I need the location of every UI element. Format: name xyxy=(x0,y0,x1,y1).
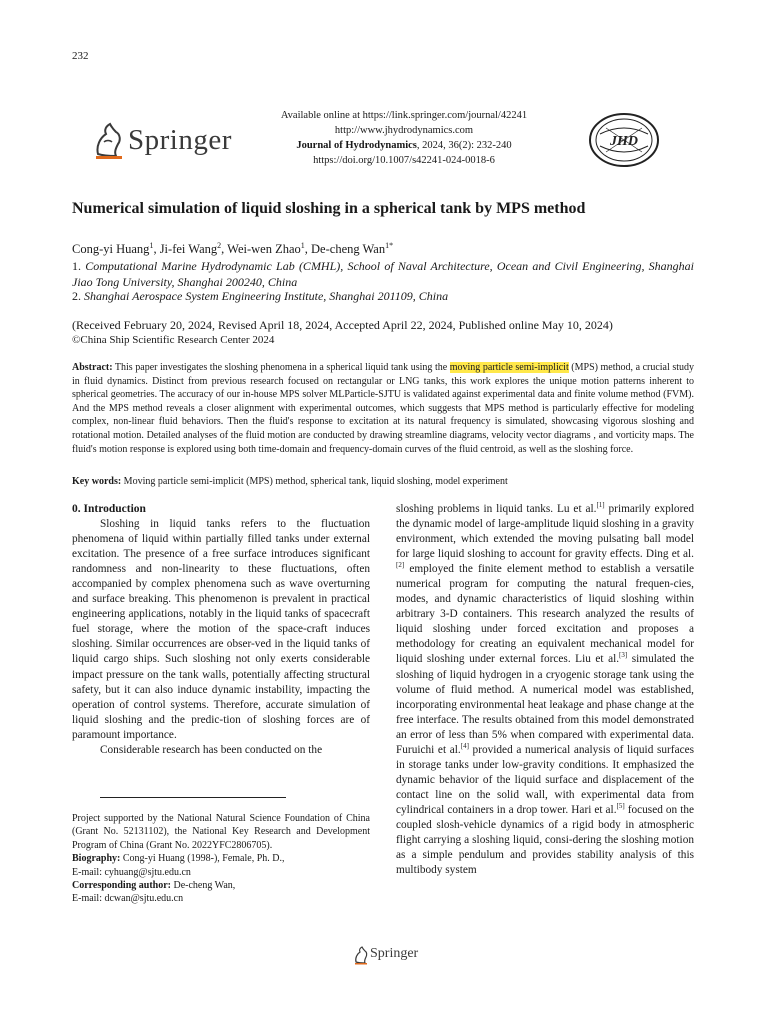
body-text: sloshing problems in liquid tanks. Lu et al. xyxy=(396,503,597,515)
intro-paragraph-2: Considerable research has been conducted on the xyxy=(100,743,323,756)
funding-note: Project supported by the National Natural Science Foundation of China (Grant No. 52131102), the National Key Research and Development Program of China (Grant No. 2022YFC2806705). xyxy=(72,813,370,851)
author-affil-sup: 1 xyxy=(300,241,305,250)
abstract-label: Abstract: xyxy=(72,362,113,373)
available-online[interactable]: Available online at https://link.springer.com/journal/42241 xyxy=(280,110,528,121)
author-name: Wei-wen Zhao xyxy=(227,242,301,257)
journal-url[interactable]: http://www.jhydrodynamics.com xyxy=(334,125,474,136)
corresponding-email[interactable]: E-mail: dcwan@sjtu.edu.cn xyxy=(72,893,184,905)
copyright: ©China Ship Scientific Research Center 2024 xyxy=(72,334,275,346)
intro-paragraph-continued xyxy=(396,502,694,878)
footnote-rule xyxy=(100,797,286,798)
biography-text: Cong-yi Huang (1998-), Female, Ph. D., xyxy=(120,853,285,865)
body-text: provided a numerical analysis of liquid surfaces in storage tanks under low-gravity conditions. It emphasized the dynamic behavior of the liquid surface and displacement of the contact line on the solid wall, with experimental data from cylindrical containers in a drop tower. Hari et al. xyxy=(396,743,695,816)
footer-publisher: Springer xyxy=(370,946,419,961)
keywords-label: Key words: xyxy=(72,476,122,487)
body-text: focused on the coupled slosh-vehicle dynamics of a rigid body in atmospheric flight carrying a sloshing liquid, consi-dering the sloshing motion as a simple pendulum and provides stability analysis of this multibody system xyxy=(396,803,694,877)
biography-email[interactable]: E-mail: cyhuang@sjtu.edu.cn xyxy=(72,866,191,878)
abstract xyxy=(72,361,694,456)
citation-ref[interactable]: [3] xyxy=(619,651,628,660)
corresponding-author xyxy=(72,879,370,892)
keywords-text: Moving particle semi-implicit (MPS) method, spherical tank, liquid sloshing, model experiment xyxy=(123,476,508,487)
journal-citation xyxy=(272,138,536,153)
affiliation-text: Computational Marine Hydrodynamic Lab (CMHL), School of Naval Architecture, Ocean and Civil Engineering, Shanghai Jiao Tong University, Shanghai 200240, China xyxy=(72,259,694,289)
author-name: De-cheng Wan xyxy=(311,242,386,257)
footnote xyxy=(72,812,370,906)
doi-link[interactable]: https://doi.org/10.1007/s42241-024-0018-6 xyxy=(313,155,495,166)
citation-ref[interactable]: [5] xyxy=(616,802,625,811)
author-name: Cong-yi Huang xyxy=(72,242,150,257)
journal-name: Journal of Hydrodynamics xyxy=(296,140,417,151)
biography-label: Biography: xyxy=(72,853,121,865)
corresponding-text: De-cheng Wan, xyxy=(171,880,236,892)
corresponding-label: Corresponding author: xyxy=(72,880,171,892)
author-affil-sup: 1 xyxy=(149,241,154,250)
abstract-text-after: (MPS) method, a crucial study in fluid dynamics. Distinct from previous research focused on rectangular or LNG tanks, this work explores the unique motion patterns inherent to spherical geometries. The accuracy of our in-house MPS solver MLParticle-SJTU is validated against experimental data and finite volume method (FVM). And the MPS method reveals a closer alignment with experimental outcomes, which suggests that MPS method is particularly effective for modeling complex, non-linear fluid behaviors. Then the fluid's response to excitation at its natural frequency is simulated, showcasing vigorous sloshing and rotational motion. Detailed analyses of the fluid motion are conducted by drawing streamline diagrams, velocity vector diagrams , and vorticity maps. The fluid's motion response is explored using both time-domain and frequency-domain curves of the fluid centroid, as well as the sloshing force. xyxy=(72,362,694,455)
jhd-seal-icon xyxy=(588,112,660,168)
left-column xyxy=(72,502,370,758)
springer-logo-text: Springer xyxy=(128,124,232,156)
affiliation-text: Shanghai Aerospace System Engineering Institute, Shanghai 201109, China xyxy=(84,289,449,303)
paper-title: Numerical simulation of liquid sloshing in a spherical tank by MPS method xyxy=(72,200,586,217)
abstract-highlight: moving particle semi-implicit xyxy=(449,362,569,373)
body-text: primarily explored the dynamic model of large-amplitude liquid sloshing in a gravity environment, which extended the moving pulsating ball model for large liquid sloshing to account for gravity effects. Ding et al. xyxy=(396,503,694,561)
citation-ref[interactable]: [4] xyxy=(460,741,469,750)
received-dates: (Received February 20, 2024, Revised April 18, 2024, Accepted April 22, 2024, Published online May 10, 2024) xyxy=(72,318,613,332)
citation-ref[interactable]: [2] xyxy=(396,561,405,570)
biography xyxy=(72,852,370,865)
author-affil-sup: 1* xyxy=(385,241,394,250)
author-affil-sup: 2 xyxy=(217,241,222,250)
keywords xyxy=(72,476,694,487)
section-heading: 0. Introduction xyxy=(72,503,146,515)
citation-ref[interactable]: [1] xyxy=(596,501,605,510)
affiliation-number: 2. xyxy=(72,289,81,303)
springer-logo-accent xyxy=(96,156,122,159)
author-list: Cong-yi Huang$^1$, Ji-fei Wang$^2$, Wei-wen Zhao$^1$, De-cheng Wan$^{1*}$ xyxy=(72,241,394,257)
journal-issue: , 2024, 36(2): 232-240 xyxy=(416,140,512,151)
abstract-text-before: This paper investigates the sloshing phenomena in a spherical liquid tank using the xyxy=(114,362,448,373)
page-number: 232 xyxy=(72,50,89,62)
jhd-seal-text: JHD xyxy=(610,134,638,149)
journal-info xyxy=(272,108,536,168)
author-name: Ji-fei Wang xyxy=(159,242,218,257)
affiliation-2 xyxy=(72,289,694,305)
intro-paragraph-1: Sloshing in liquid tanks refers to the fluctuation phenomena of liquid within partially filled tanks under external excitation. The presence of a free surface introduces significant randomness and non-linearity to these fluctuations, often accompanied by complex phenomena such as wave overturning and surface breaking. This phenomenon is prevalent in practical engineering applications, notably in the liquid tanks of spacecraft fuel storage, where the motion of the space-craft induces sloshing. Similar occurrences are obser-ved in the liquid tanks of liquid cargo ships. Such sloshing not only exerts considerable impact pressure on the tank walls, potentially affecting structural safety, but it can also induce dynamic instability, impacting the operation of control systems. Therefore, accurate simulation of liquid sloshing and the predic-tion of sloshing forces are of paramount importance. xyxy=(72,518,370,741)
body-text: employed the finite element method to establish a versatile numerical program for computing the natural frequen-cies, modes, and dynamic characteristics of liquid sloshing within arbitrary 3-D containers. This research analyzed the results of liquid sloshing under forced excitation and proposes a methodology for creating an equivalent mechanical model for liquid sloshing under external forces. Liu et al. xyxy=(396,563,694,666)
body-text: simulated the sloshing of liquid hydrogen in a cryogenic storage tank using the volume of fluid method. A numerical model was established, incorporating environmental heat leakage and phase change at the free interface. The results obtained from this model demonstrated an error of less than 5% when compared with experimental data. Furuichi et al. xyxy=(396,653,694,756)
affiliation-1 xyxy=(72,259,694,290)
right-column xyxy=(396,502,694,878)
affiliation-number: 1. xyxy=(72,259,81,273)
